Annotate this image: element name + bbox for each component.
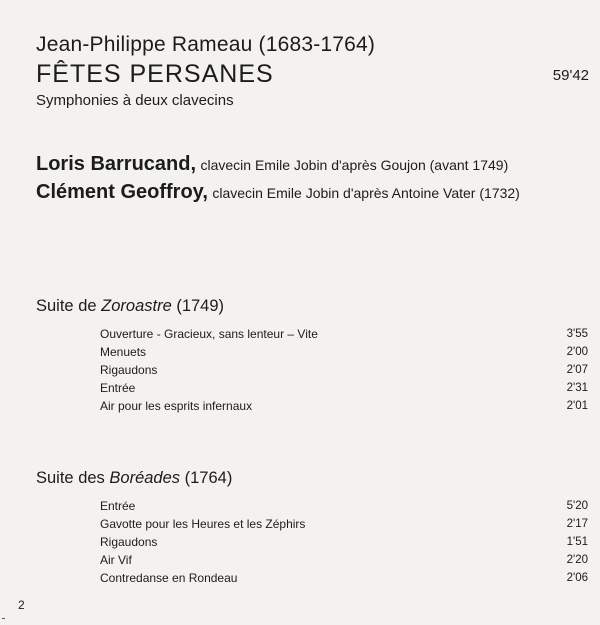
- track-list: [100, 325, 588, 415]
- track-title: Air pour les esprits infernaux: [100, 399, 253, 413]
- track-row: [100, 551, 588, 569]
- suite-year: (1764): [180, 469, 233, 487]
- track-row: [100, 497, 588, 515]
- performer-instrument: clavecin Emile Jobin d'après Goujon (avant 1749): [200, 157, 509, 173]
- track-title: Gavotte pour les Heures et les Zéphirs: [100, 517, 306, 531]
- track-title: Contredanse en Rondeau: [100, 571, 238, 585]
- track-duration: 2'00: [566, 346, 588, 358]
- track-row: [100, 343, 588, 361]
- track-row: [100, 397, 588, 415]
- track-title: Rigaudons: [100, 363, 158, 377]
- work-subtitle: Symphonies à deux clavecins: [36, 92, 234, 109]
- page-number: 2: [18, 598, 25, 612]
- track-row: [100, 379, 588, 397]
- suite-heading: [36, 469, 232, 488]
- track-row: [100, 533, 588, 551]
- track-title: Entrée: [100, 499, 136, 513]
- work-title: FÊTES PERSANES: [36, 60, 274, 88]
- track-title: Entrée: [100, 381, 136, 395]
- suite-year: (1749): [171, 297, 225, 315]
- track-duration: 2'01: [566, 400, 588, 412]
- track-duration: 2'06: [566, 572, 588, 584]
- performer-name: Clément Geoffroy,: [36, 181, 208, 203]
- suite-heading: [36, 297, 224, 316]
- track-duration: 3'55: [566, 328, 588, 340]
- suite-prefix: Suite des: [36, 469, 110, 487]
- track-row: [100, 361, 588, 379]
- suite-work-title: Boréades: [109, 469, 181, 487]
- performer-line: [36, 153, 508, 176]
- suite-work-title: Zoroastre: [101, 297, 172, 315]
- suite-prefix: Suite de: [36, 297, 102, 315]
- track-row: [100, 569, 588, 587]
- track-duration: 2'17: [566, 518, 588, 530]
- performer-name: Loris Barrucand,: [36, 153, 197, 175]
- track-title: Menuets: [100, 345, 147, 359]
- track-title: Ouverture - Gracieux, sans lenteur – Vite: [100, 327, 318, 341]
- track-duration: 2'31: [566, 382, 588, 394]
- scan-mark: [2, 618, 5, 619]
- performer-line: [36, 181, 520, 204]
- total-duration: 59'42: [552, 67, 589, 84]
- performer-instrument: clavecin Emile Jobin d'après Antoine Vater (1732): [212, 185, 520, 201]
- track-duration: 5'20: [566, 500, 588, 512]
- track-title: Rigaudons: [100, 535, 158, 549]
- track-row: [100, 515, 588, 533]
- track-title: Air Vif: [100, 553, 132, 567]
- track-duration: 1'51: [566, 536, 588, 548]
- track-duration: 2'20: [566, 554, 588, 566]
- track-list: [100, 497, 588, 587]
- track-row: [100, 325, 588, 343]
- composer-heading: Jean-Philippe Rameau (1683-1764): [36, 33, 376, 56]
- track-duration: 2'07: [566, 364, 588, 376]
